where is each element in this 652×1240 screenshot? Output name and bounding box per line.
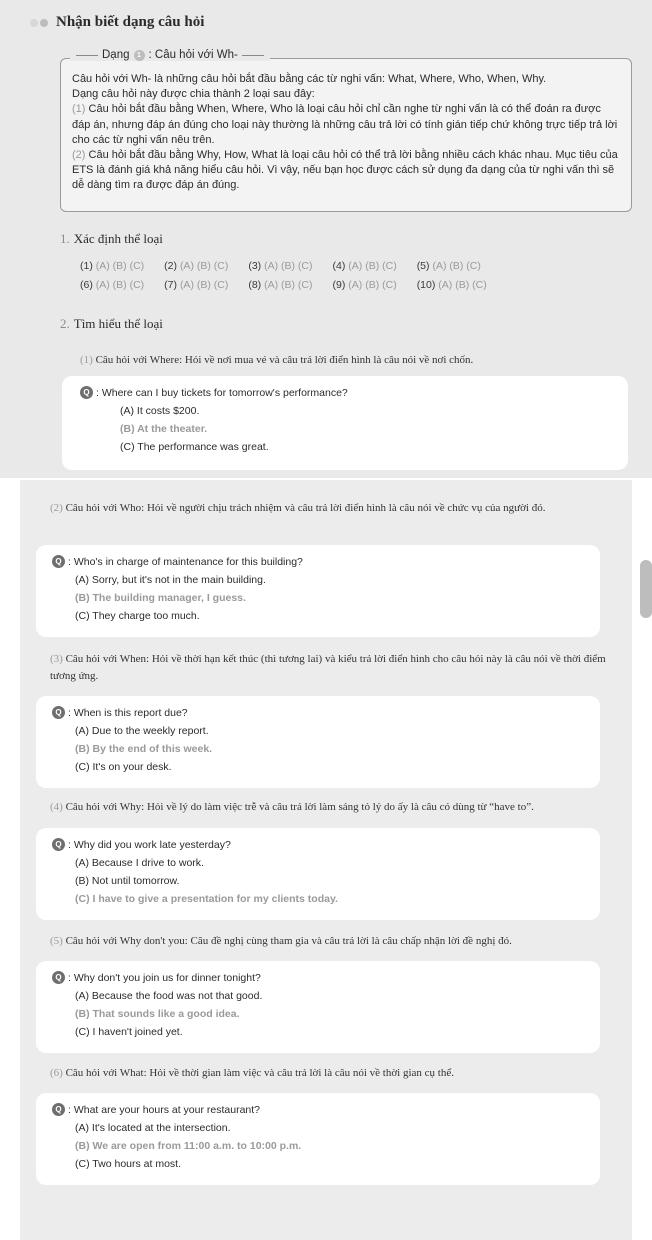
intro-p4 [72, 148, 620, 194]
section1-label: Xác định thể loại [73, 231, 163, 246]
question-card [62, 376, 628, 470]
grid-cell[interactable]: (8) (A) (B) (C) [248, 279, 313, 291]
question-card [36, 1093, 600, 1185]
grid-cell[interactable]: (10) (A) (B) (C) [416, 279, 487, 291]
question-card [36, 545, 600, 637]
page-edge-tab [640, 600, 652, 618]
grid-cell[interactable]: (1) (A) (B) (C) [80, 260, 145, 272]
question-card [36, 696, 600, 788]
section2-num: 2. [60, 316, 70, 331]
item-description: (2) Câu hỏi với Who: Hỏi về người chịu trách nhiệm và câu trả lời điển hình là câu nói về chức vụ của người đó. [50, 502, 546, 514]
question-icon: Q [80, 386, 93, 399]
tab-number-circle: 1 [134, 50, 145, 61]
option-b[interactable]: (B) The building manager, I guess. [75, 592, 246, 604]
option-b[interactable]: (B) At the theater. [120, 423, 208, 435]
question-text: : Why don't you join us for dinner tonight? [68, 971, 261, 984]
option-a[interactable]: (A) It's located at the intersection. [75, 1122, 231, 1134]
page-title: Nhận biết dạng câu hỏi [56, 14, 205, 30]
intro-p1: Câu hỏi với Wh- là những câu hỏi bắt đầu bằng các từ nghi vấn: What, Where, Who, When, Why. [72, 73, 547, 85]
option-a[interactable]: (A) Because I drive to work. [75, 857, 204, 869]
item-description: (1) Câu hỏi với Where: Hỏi về nơi mua vé và câu trả lời điển hình là câu nói về nơi chốn. [80, 354, 474, 366]
option-c[interactable]: (C) I haven't joined yet. [75, 1026, 183, 1038]
intro-p4-num: (2) [72, 149, 86, 162]
option-b[interactable]: (B) By the end of this week. [75, 743, 213, 755]
section2-label: Tìm hiểu thể loại [73, 316, 163, 331]
intro-p4-text: Câu hỏi bắt đầu bằng Why, How, What là loại câu hỏi có thể trả lời bằng nhiều cách khác nhau. Mục tiêu của ETS là đánh giá khả năng hiểu câu hỏi. Vì vậy, nếu bạn học được cách sử dụng đa dạng của từ nghi vấn thì sẽ dễ dàng tìm ra được đáp án đúng. [72, 149, 618, 192]
question-icon: Q [52, 1103, 65, 1116]
item-description: (4) Câu hỏi với Why: Hỏi về lý do làm việc trễ và câu trả lời làm sáng tỏ lý do ấy là câu có dùng từ “have to”. [50, 801, 534, 813]
intro-p2: Dạng câu hỏi này được chia thành 2 loại sau đây: [72, 88, 315, 101]
option-a[interactable]: (A) It costs $200. [120, 405, 200, 417]
intro-p3-text: Câu hỏi bắt đầu bằng When, Where, Who là loại câu hỏi chỉ cần nghe từ nghi vấn là có thể đoán ra được đáp án, nhưng đáp án đúng cho loại này thường là những câu trả lời có tính gián tiếp chứ không trực tiếp trả lời cho các từ nghi vấn nêu trên. [72, 103, 618, 146]
option-b[interactable]: (B) That sounds like a good idea. [75, 1008, 240, 1020]
item-description: (5) Câu hỏi với Why don't you: Câu đề nghị cùng tham gia và câu trả lời là câu chấp nhận lời đề nghị đó. [50, 935, 512, 947]
tab-line-icon [242, 55, 264, 56]
option-c[interactable]: (C) Two hours at most. [75, 1158, 182, 1170]
option-c[interactable]: (C) I have to give a presentation for my clients today. [75, 893, 338, 905]
section1-title [60, 231, 163, 247]
question-icon: Q [52, 838, 65, 851]
question-icon: Q [52, 706, 65, 719]
question-text: : Who's in charge of maintenance for this building? [68, 555, 303, 568]
option-b[interactable]: (B) Not until tomorrow. [75, 875, 180, 887]
item-description: (6) Câu hỏi với What: Hỏi về thời gian làm việc và câu trả lời là câu nói về thời gian cụ thể. [50, 1067, 454, 1079]
question-text: : When is this report due? [68, 706, 188, 719]
grid-cell[interactable]: (4) (A) (B) (C) [332, 260, 397, 272]
answer-grid-row-2 [80, 279, 507, 291]
tab-label: : Câu hỏi với Wh- [148, 49, 238, 61]
option-c[interactable]: (C) They charge too much. [75, 610, 200, 622]
grid-cell[interactable]: (6) (A) (B) (C) [80, 279, 145, 291]
intro-text [72, 72, 620, 194]
grid-cell[interactable]: (2) (A) (B) (C) [164, 260, 229, 272]
question-text: : Why did you work late yesterday? [68, 838, 231, 851]
option-a[interactable]: (A) Because the food was not that good. [75, 990, 263, 1002]
section2-title [60, 316, 163, 332]
tab-prefix: Dạng [102, 49, 130, 61]
bullet-dots-icon [30, 14, 50, 31]
option-c[interactable]: (C) It's on your desk. [75, 761, 172, 773]
question-text: : What are your hours at your restaurant? [68, 1103, 261, 1116]
section-header [30, 14, 204, 31]
question-icon: Q [52, 971, 65, 984]
option-b[interactable]: (B) We are open from 11:00 a.m. to 10:00 p.m. [75, 1140, 302, 1152]
section1-num: 1. [60, 231, 70, 246]
option-c[interactable]: (C) The performance was great. [120, 441, 269, 453]
option-a[interactable]: (A) Sorry, but it's not in the main building. [75, 574, 266, 586]
grid-cell[interactable]: (3) (A) (B) (C) [248, 260, 313, 272]
question-text: : Where can I buy tickets for tomorrow's performance? [96, 386, 348, 399]
item-description: (3) Câu hỏi với When: Hỏi về thời hạn kết thúc (thì tương lai) và kiểu trả lời điển hình cho câu hỏi này là câu nói về thời điểm tương ứng. [50, 653, 606, 682]
grid-cell[interactable]: (9) (A) (B) (C) [332, 279, 397, 291]
intro-p3 [72, 102, 620, 148]
question-card [36, 828, 600, 920]
tab-line-icon [76, 55, 98, 56]
answer-grid-row-1 [80, 260, 501, 272]
question-card [36, 961, 600, 1053]
grid-cell[interactable]: (7) (A) (B) (C) [164, 279, 229, 291]
intro-tab [70, 49, 270, 61]
option-a[interactable]: (A) Due to the weekly report. [75, 725, 209, 737]
grid-cell[interactable]: (5) (A) (B) (C) [416, 260, 481, 272]
intro-p3-num: (1) [72, 103, 86, 116]
question-icon: Q [52, 555, 65, 568]
